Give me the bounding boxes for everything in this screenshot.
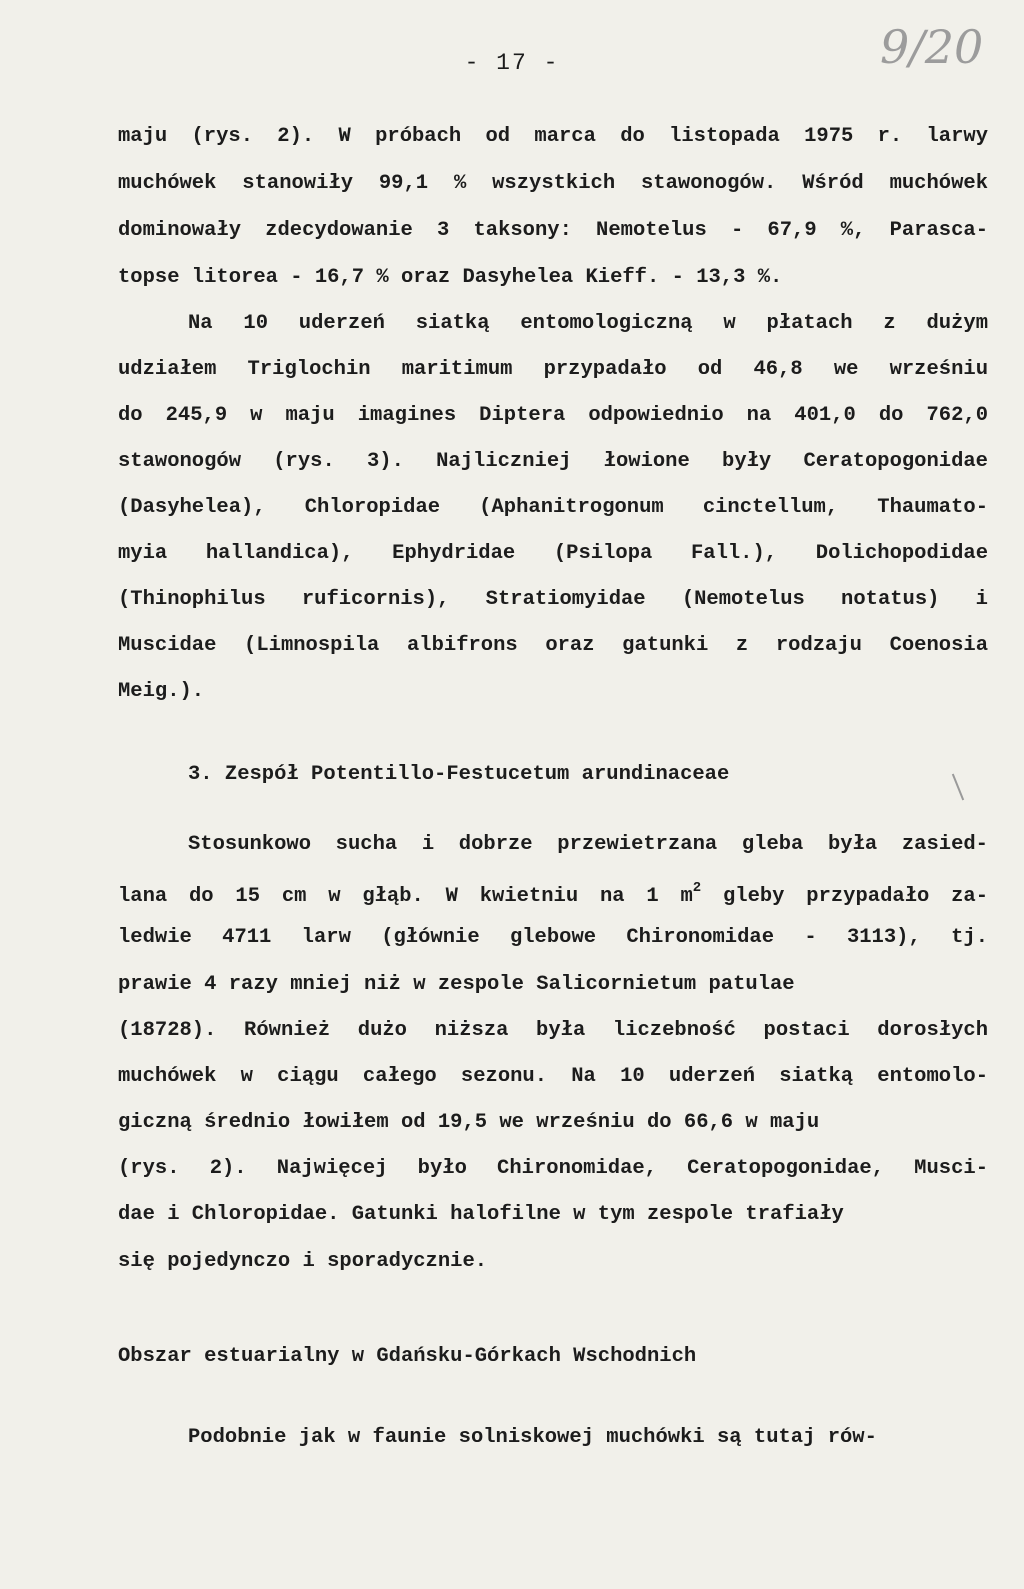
paragraph-line: dae i Chloropidae. Gatunki halofilne w tym zespole trafiały (118, 1203, 844, 1226)
paragraph-line: Na 10 uderzeń siatką entomologiczną w płatach z dużym (188, 312, 988, 335)
section-heading: 3. Zespół Potentillo-Festucetum arundinaceae (188, 763, 730, 786)
paragraph-line: myia hallandica), Ephydridae (Psilopa Fall.), Dolichopodidae (118, 542, 988, 565)
paragraph-line: stawonogów (rys. 3). Najliczniej łowione były Ceratopogonidae (118, 450, 988, 473)
paragraph-line: Muscidae (Limnospila albifrons oraz gatunki z rodzaju Coenosia (118, 634, 988, 657)
paragraph-line: (Dasyhelea), Chloropidae (Aphanitrogonum cinctellum, Thaumato- (118, 496, 988, 519)
paragraph-line: giczną średnio łowiłem od 19,5 we wrześniu do 66,6 w maju (118, 1111, 820, 1134)
superscript: 2 (692, 880, 702, 896)
paragraph-line: (Thinophilus ruficornis), Stratiomyidae (Nemotelus notatus) i (118, 588, 988, 611)
section-heading: Obszar estuarialny w Gdańsku-Górkach Wschodnich (118, 1345, 697, 1368)
paragraph-line: Stosunkowo sucha i dobrze przewietrzana gleba była zasied- (188, 833, 988, 856)
text-segment: lana do 15 cm w głąb. W kwietniu na 1 m (118, 885, 693, 908)
paragraph-line: Podobnie jak w faunie solniskowej muchówki są tutaj rów- (188, 1426, 877, 1449)
paragraph-line: (rys. 2). Najwięcej było Chironomidae, Ceratopogonidae, Musci- (118, 1157, 988, 1180)
paragraph-line: muchówek stanowiły 99,1 % wszystkich stawonogów. Wśród muchówek (118, 172, 988, 195)
paragraph-line: dominowały zdecydowanie 3 taksony: Nemotelus - 67,9 %, Parasca- (118, 219, 988, 242)
margin-tick (952, 774, 964, 801)
paragraph-line: do 245,9 w maju imagines Diptera odpowiednio na 401,0 do 762,0 (118, 404, 988, 427)
paragraph-line: ledwie 4711 larw (głównie glebowe Chironomidae - 3113), tj. (118, 926, 988, 949)
paragraph-line (118, 881, 988, 908)
paragraph-line: maju (rys. 2). W próbach od marca do listopada 1975 r. larwy (118, 125, 988, 148)
paragraph-line: (18728). Również dużo niższa była liczebność postaci dorosłych (118, 1019, 988, 1042)
paragraph-line: muchówek w ciągu całego sezonu. Na 10 uderzeń siatką entomolo- (118, 1065, 988, 1088)
page-number: - 17 - (464, 50, 560, 76)
paragraph-line: prawie 4 razy mniej niż w zespole Salicornietum patulae (118, 973, 795, 996)
paragraph-line: udziałem Triglochin maritimum przypadało od 46,8 we wrześniu (118, 358, 988, 381)
text-segment: gleby przypadało za- (701, 885, 989, 908)
handwritten-page-mark: 9/20 (880, 20, 984, 74)
paragraph-line: topse litorea - 16,7 % oraz Dasyhelea Kieff. - 13,3 %. (118, 266, 783, 289)
paragraph-line: się pojedynczo i sporadycznie. (118, 1250, 488, 1273)
paragraph-line: Meig.). (118, 680, 205, 703)
